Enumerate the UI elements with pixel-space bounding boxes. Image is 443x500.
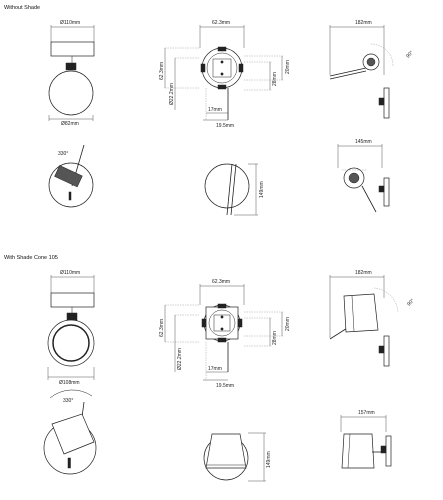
top-height-label: 149mm [259, 181, 265, 198]
top-side2-view [338, 139, 389, 212]
bottom-plate-height-label: 62.3mm [159, 318, 165, 337]
section-title-without-shade: Without Shade [4, 5, 41, 11]
bottom-plate-width-label: 62.3mm [212, 279, 231, 285]
top-side-angle-label: 90° [405, 49, 415, 60]
top-front-view [49, 20, 94, 127]
top-side-depth-label: 182mm [355, 20, 372, 26]
top-rotation-label: 330° [58, 151, 69, 157]
top-height-view [205, 164, 265, 215]
section-title-with-shade: With Shade Cone 105 [4, 255, 58, 261]
bottom-height-view [204, 433, 272, 481]
bottom-plate-dia-label: Ø22.2mm [177, 348, 183, 370]
top-plate-height-label: 62.3mm [159, 61, 165, 80]
bottom-plate-right2-label: 28mm [272, 331, 278, 345]
bottom-side-depth-label: 182mm [355, 270, 372, 276]
top-plate-dia-label: Ø22.2mm [169, 83, 175, 105]
top-plate-width-label: 62.3mm [212, 20, 231, 26]
top-front-width-label: Ø110mm [60, 20, 81, 26]
top-plate-view [159, 20, 291, 129]
top-plate-right-label: 20mm [285, 60, 291, 74]
bottom-plate-right-label: 20mm [285, 317, 291, 331]
bottom-front-view [48, 270, 94, 386]
top-side2-depth-label: 145mm [355, 139, 372, 145]
top-front-bottom-label: Ø82mm [61, 121, 79, 127]
bottom-height-label: 149mm [266, 451, 272, 468]
top-plate-bottom1-label: 17mm [208, 107, 222, 113]
bottom-rotation-view [44, 390, 96, 474]
bottom-side-view [330, 270, 416, 366]
bottom-side2-depth-label: 157mm [358, 410, 375, 416]
top-rotation-view [49, 145, 93, 207]
top-plate-right2-label: 28mm [272, 72, 278, 86]
top-plate-bottom2-label: 19.5mm [216, 123, 235, 129]
top-side-view [330, 20, 415, 118]
bottom-front-width-label: Ø110mm [60, 270, 81, 276]
bottom-plate-view [159, 279, 291, 389]
bottom-plate-bottom1-label: 17mm [208, 366, 222, 372]
bottom-rotation-label: 330° [63, 398, 74, 404]
bottom-side-angle-label: 90° [406, 297, 416, 308]
bottom-front-bottom-label: Ø108mm [59, 380, 80, 386]
bottom-plate-bottom2-label: 19.5mm [216, 383, 235, 389]
bottom-side2-view [341, 410, 391, 468]
